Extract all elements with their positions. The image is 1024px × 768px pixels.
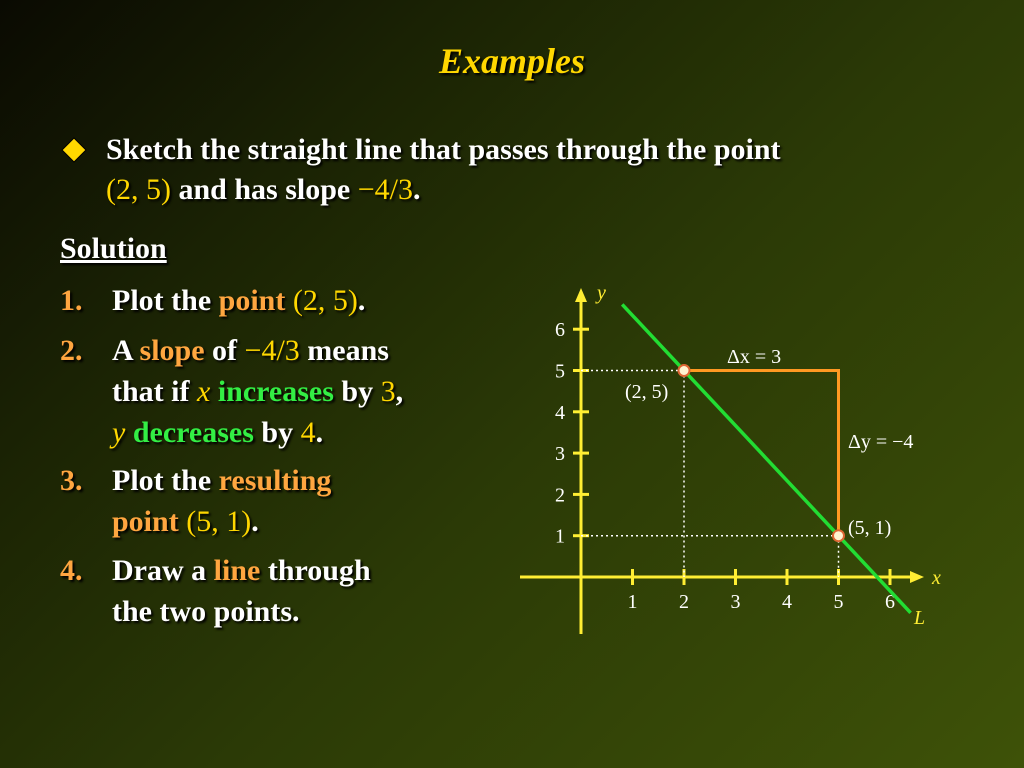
x-tick-label: 4 xyxy=(782,591,792,613)
step-keyword: decreases xyxy=(132,416,254,449)
step-text: means xyxy=(299,334,389,367)
slide-title: Examples xyxy=(438,41,585,81)
point-b-label: (5, 1) xyxy=(848,517,892,539)
step-text: Plot the xyxy=(112,284,219,317)
step-text: through xyxy=(260,554,371,587)
step-text: . xyxy=(315,416,324,449)
point-a-marker xyxy=(679,365,690,376)
y-tick-label: 5 xyxy=(555,360,565,383)
step-text: that if xyxy=(112,375,197,408)
step-number: 3. xyxy=(60,464,83,497)
problem-slope: −4/3 xyxy=(357,173,413,206)
step-text: by xyxy=(253,416,301,449)
step-text: , xyxy=(395,375,404,408)
step-value: (2, 5) xyxy=(292,284,358,317)
y-axis-label: y xyxy=(597,282,606,304)
delta-x-label: Δx = 3 xyxy=(727,346,782,368)
y-tick-label: 6 xyxy=(555,319,565,342)
step-text: by xyxy=(333,375,381,408)
step-keyword: increases xyxy=(217,375,334,408)
problem-mid: and has slope xyxy=(170,173,358,206)
step-keyword: point xyxy=(218,284,286,317)
y-tick-label: 2 xyxy=(555,484,565,507)
problem-end: . xyxy=(413,173,421,206)
x-axis-label: x xyxy=(932,567,941,589)
step-number: 1. xyxy=(60,284,83,317)
step-keyword: resulting xyxy=(218,464,332,497)
step-text: . xyxy=(251,505,259,538)
delta-y-label: Δy = −4 xyxy=(848,431,914,453)
x-axis-arrow-icon xyxy=(910,571,924,583)
line-label: L xyxy=(914,607,926,629)
y-tick-label: 1 xyxy=(555,525,565,548)
step-text: of xyxy=(204,334,245,367)
step-text: A xyxy=(112,334,140,367)
point-b-marker xyxy=(833,530,844,541)
step-value: (5, 1) xyxy=(186,505,252,538)
step-keyword: point xyxy=(112,505,179,538)
step-number: 2. xyxy=(60,334,83,367)
step-text: . xyxy=(357,284,366,317)
step-variable: y xyxy=(112,416,126,449)
y-axis-arrow-icon xyxy=(575,288,587,302)
problem-line1: Sketch the straight line that passes through the point xyxy=(106,133,781,166)
step-value: −4/3 xyxy=(244,334,300,367)
step-keyword: slope xyxy=(139,334,205,367)
y-tick-label: 4 xyxy=(555,401,565,424)
step-value: 3 xyxy=(380,375,396,408)
problem-point: (2, 5) xyxy=(106,173,171,206)
step-text: Plot the xyxy=(112,464,219,497)
point-a-label: (2, 5) xyxy=(625,381,669,403)
step-text: the two points. xyxy=(112,595,300,628)
step-number: 4. xyxy=(60,554,83,587)
x-tick-label: 3 xyxy=(730,591,741,613)
step-keyword: line xyxy=(213,554,261,587)
x-tick-label: 1 xyxy=(627,591,638,613)
step-value: 4 xyxy=(300,416,316,449)
y-tick-label: 3 xyxy=(555,443,565,466)
x-tick-label: 6 xyxy=(885,591,895,613)
solution-heading: Solution xyxy=(60,232,167,265)
step-variable: x xyxy=(197,375,211,408)
x-tick-label: 5 xyxy=(833,591,844,613)
step-text: Draw a xyxy=(112,554,214,587)
x-tick-label: 2 xyxy=(679,591,689,613)
